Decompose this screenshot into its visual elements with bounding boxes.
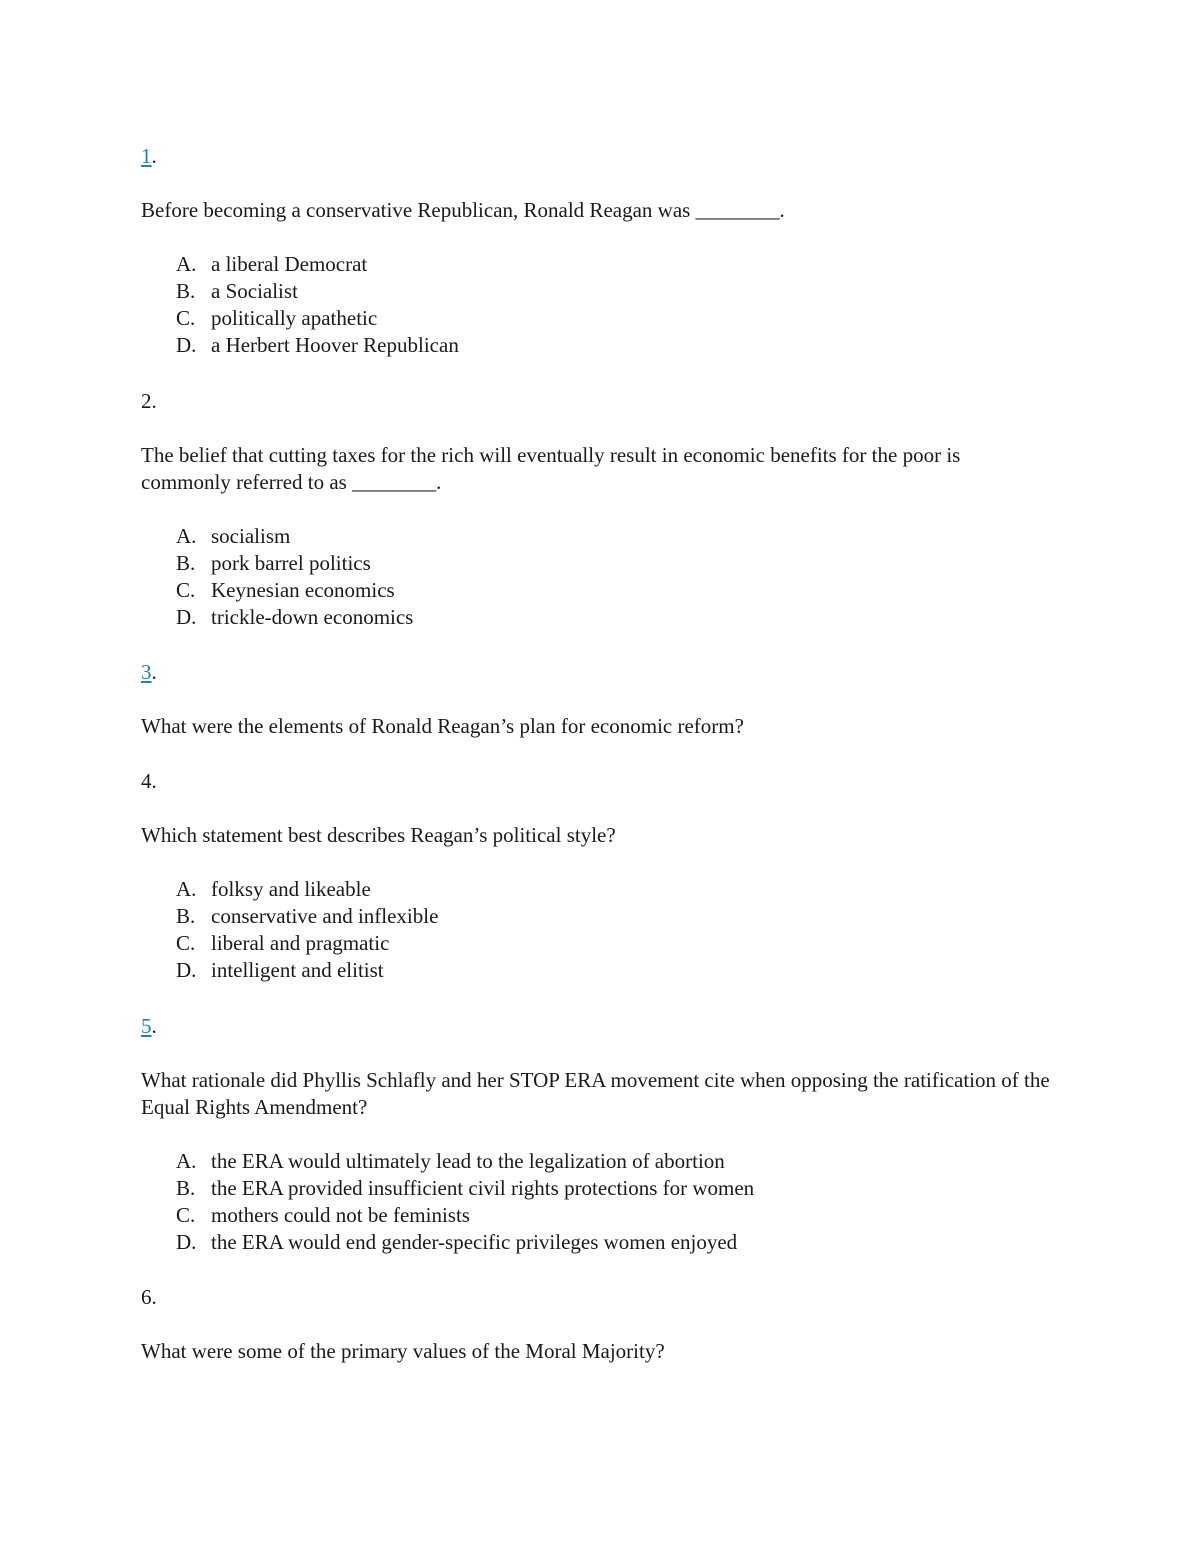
option-letter: B. — [176, 551, 196, 575]
option-letter: B. — [176, 279, 196, 303]
option-c — [141, 577, 1061, 604]
option-text: folksy and likeable — [211, 877, 371, 901]
option-text: socialism — [211, 524, 291, 548]
question-text: The belief that cutting taxes for the rich will eventually result in economic benefits for the poor is commonly referred to as ________. — [141, 443, 961, 494]
option-b — [141, 278, 1061, 305]
option-text: mothers could not be feminists — [211, 1203, 470, 1227]
question-2 — [141, 388, 1061, 631]
option-text: conservative and inflexible — [211, 904, 439, 928]
option-c — [141, 930, 1061, 957]
question-number-link[interactable]: 1. — [141, 144, 157, 168]
question-number: 6. — [141, 1285, 157, 1309]
option-letter: C. — [176, 306, 196, 330]
question-5 — [141, 1013, 1061, 1256]
question-text: Which statement best describes Reagan’s political style? — [141, 823, 616, 847]
question-1 — [141, 143, 1061, 359]
question-text: What rationale did Phyllis Schlafly and her STOP ERA movement cite when opposing the ratification of the Equal Rights Amendment? — [141, 1068, 1050, 1119]
option-d — [141, 332, 1061, 359]
option-d — [141, 604, 1061, 631]
option-text: Keynesian economics — [211, 578, 395, 602]
option-c — [141, 305, 1061, 332]
question-number: 2. — [141, 389, 157, 413]
option-letter: A. — [176, 877, 197, 901]
option-letter: D. — [176, 605, 197, 629]
option-letter: D. — [176, 958, 197, 982]
option-d — [141, 1229, 1061, 1256]
question-number: 4. — [141, 769, 157, 793]
option-b — [141, 1175, 1061, 1202]
question-number-link[interactable]: 3. — [141, 660, 157, 684]
option-a — [141, 876, 1061, 903]
answer-options — [141, 1148, 1061, 1256]
option-letter: B. — [176, 904, 196, 928]
option-b — [141, 903, 1061, 930]
option-letter: A. — [176, 1149, 197, 1173]
option-text: a Socialist — [211, 279, 298, 303]
option-a — [141, 251, 1061, 278]
question-6 — [141, 1284, 1061, 1365]
option-letter: D. — [176, 333, 197, 357]
question-text: What were some of the primary values of the Moral Majority? — [141, 1339, 665, 1363]
option-letter: D. — [176, 1230, 197, 1254]
option-letter: C. — [176, 1203, 196, 1227]
option-text: the ERA provided insufficient civil rights protections for women — [211, 1176, 755, 1200]
question-text: What were the elements of Ronald Reagan’s plan for economic reform? — [141, 714, 744, 738]
option-letter: A. — [176, 252, 197, 276]
option-letter: A. — [176, 524, 197, 548]
option-letter: C. — [176, 578, 196, 602]
question-text: Before becoming a conservative Republican, Ronald Reagan was ________. — [141, 198, 785, 222]
option-text: liberal and pragmatic — [211, 931, 390, 955]
option-text: trickle-down economics — [211, 605, 414, 629]
option-c — [141, 1202, 1061, 1229]
option-text: intelligent and elitist — [211, 958, 384, 982]
option-text: the ERA would ultimately lead to the legalization of abortion — [211, 1149, 725, 1173]
option-text: politically apathetic — [211, 306, 378, 330]
option-letter: B. — [176, 1176, 196, 1200]
option-text: the ERA would end gender-specific privileges women enjoyed — [211, 1230, 738, 1254]
option-text: a Herbert Hoover Republican — [211, 333, 459, 357]
answer-options — [141, 251, 1061, 359]
option-a — [141, 523, 1061, 550]
option-a — [141, 1148, 1061, 1175]
option-b — [141, 550, 1061, 577]
answer-options — [141, 523, 1061, 631]
question-4 — [141, 768, 1061, 984]
question-number-link[interactable]: 5. — [141, 1014, 157, 1038]
option-letter: C. — [176, 931, 196, 955]
answer-options — [141, 876, 1061, 984]
option-text: a liberal Democrat — [211, 252, 368, 276]
option-d — [141, 957, 1061, 984]
option-text: pork barrel politics — [211, 551, 371, 575]
question-3 — [141, 659, 1061, 740]
